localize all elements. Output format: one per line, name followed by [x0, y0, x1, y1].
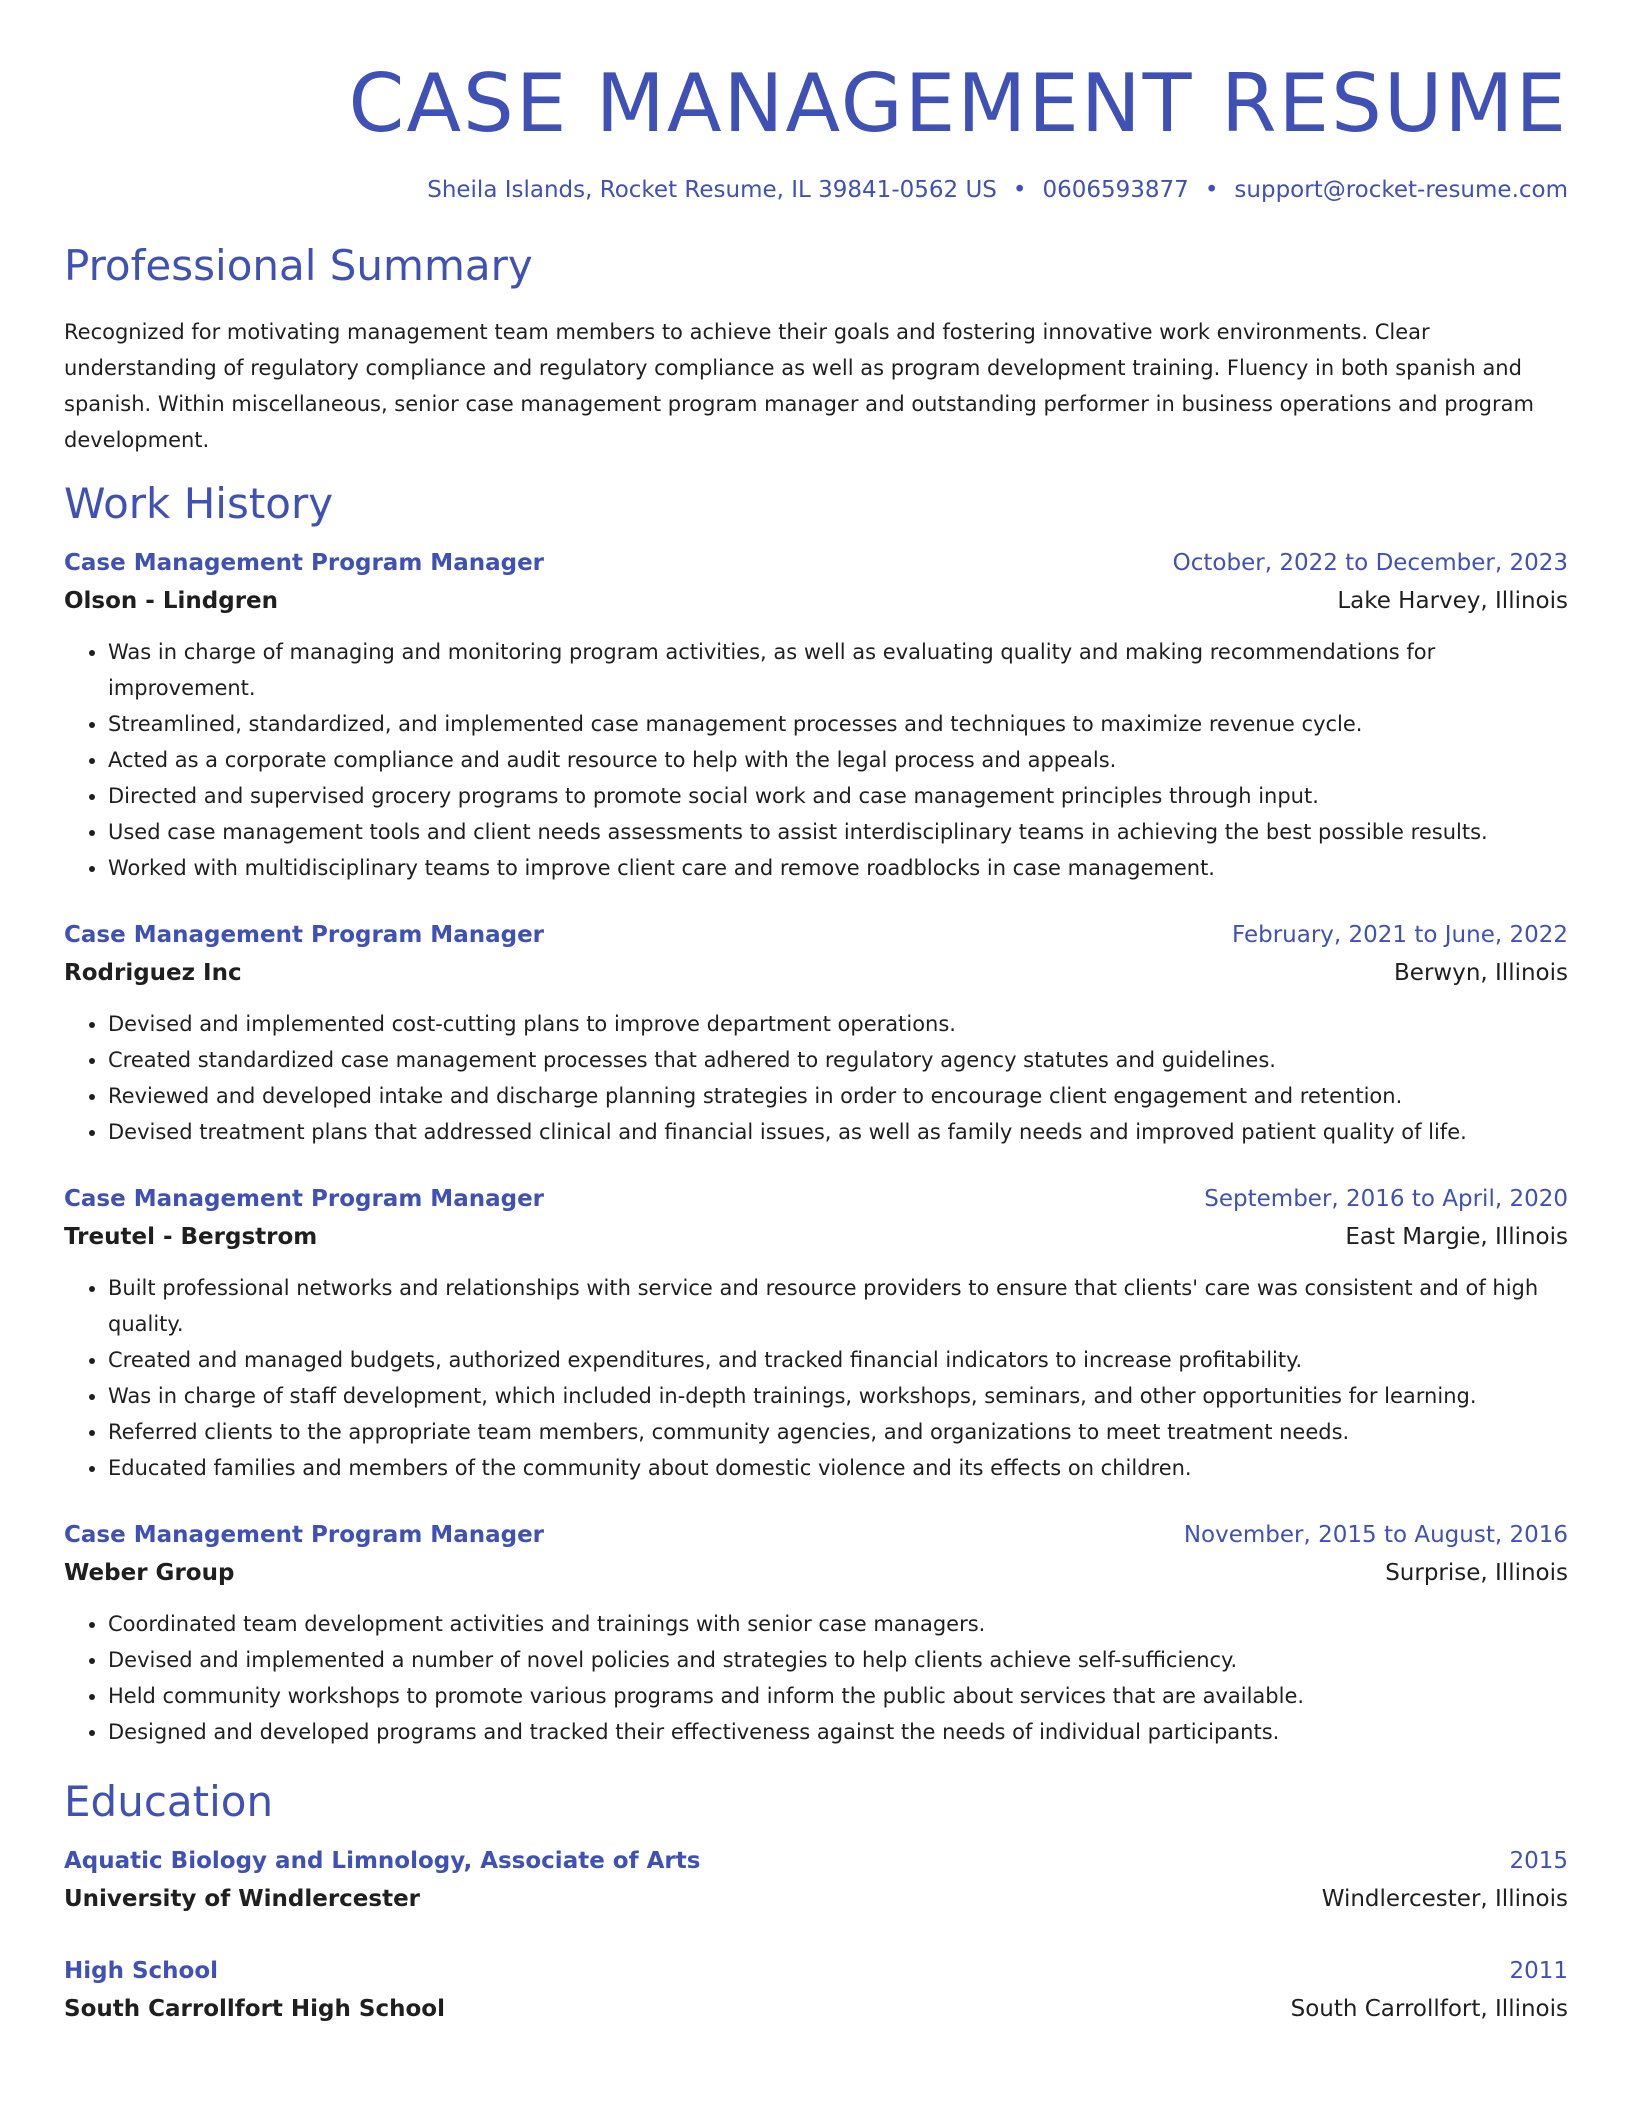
- job-header-row: [64, 544, 1568, 582]
- job-bullet: • Created and managed budgets, authorized expenditures, and tracked financial indicators to increase profitability.: [108, 1342, 1568, 1378]
- job-bullet: • Devised treatment plans that addressed clinical and financial issues, as well as family needs and improved patient quality of life.: [108, 1114, 1568, 1150]
- job-title: Case Management Program Manager: [64, 1522, 545, 1548]
- school-location: South Carrollfort, Illinois: [1290, 1996, 1568, 2022]
- summary-heading: Professional Summary: [64, 241, 533, 290]
- job-bullet: • Devised and implemented a number of novel policies and strategies to help clients achieve self-sufficiency.: [108, 1642, 1568, 1678]
- job-entry: [64, 1180, 1568, 1486]
- job-location: East Margie, Illinois: [1345, 1224, 1568, 1250]
- contact-separator: •: [1012, 177, 1027, 203]
- contact-line: [64, 174, 1568, 206]
- job-dates: November, 2015 to August, 2016: [1183, 1522, 1568, 1548]
- job-company-row: [64, 1218, 1568, 1256]
- job-company-row: [64, 954, 1568, 992]
- education-entry: [64, 1952, 1568, 2028]
- education-heading: Education: [64, 1777, 274, 1826]
- job-bullets: [64, 1606, 1568, 1750]
- contact-address: Sheila Islands, Rocket Resume, IL 39841-0562 US: [427, 177, 997, 203]
- job-bullet: • Educated families and members of the community about domestic violence and its effects on children.: [108, 1450, 1568, 1486]
- job-bullet: • Was in charge of managing and monitoring program activities, as well as evaluating quality and making recommendations for improvement.: [108, 634, 1568, 706]
- job-bullets: [64, 634, 1568, 886]
- job-company-row: [64, 1554, 1568, 1592]
- education-entry: [64, 1842, 1568, 1918]
- job-title: Case Management Program Manager: [64, 550, 545, 576]
- education-header-row: [64, 1952, 1568, 1990]
- job-bullets: [64, 1006, 1568, 1150]
- job-header-row: [64, 1180, 1568, 1218]
- degree-title: Aquatic Biology and Limnology, Associate of Arts: [64, 1848, 701, 1874]
- company-name: Weber Group: [64, 1560, 235, 1586]
- job-dates: October, 2022 to December, 2023: [1172, 550, 1568, 576]
- work-history-heading: Work History: [64, 479, 334, 528]
- job-company-row: [64, 582, 1568, 620]
- job-bullet: • Acted as a corporate compliance and audit resource to help with the legal process and appeals.: [108, 742, 1568, 778]
- company-name: Rodriguez Inc: [64, 960, 242, 986]
- job-entry: [64, 1516, 1568, 1750]
- job-bullet: • Directed and supervised grocery programs to promote social work and case management principles through input.: [108, 778, 1568, 814]
- summary-text: Recognized for motivating management team members to achieve their goals and fostering innovative work environments. Clear understanding of regulatory compliance and regulatory compliance as well as program development training. Fluency in both spanish and spanish. Within miscellaneous, senior case management program manager and outstanding performer in business operations and program development.: [64, 320, 1534, 452]
- job-dates: February, 2021 to June, 2022: [1231, 922, 1568, 948]
- job-bullet: • Reviewed and developed intake and discharge planning strategies in order to encourage client engagement and retention.: [108, 1078, 1568, 1114]
- education-year: 2015: [1509, 1848, 1568, 1874]
- contact-separator: •: [1204, 177, 1219, 203]
- job-location: Berwyn, Illinois: [1394, 960, 1568, 986]
- contact-email[interactable]: support@rocket-resume.com: [1234, 177, 1568, 203]
- job-bullet: • Held community workshops to promote various programs and inform the public about services that are available.: [108, 1678, 1568, 1714]
- job-location: Lake Harvey, Illinois: [1337, 588, 1568, 614]
- job-entry: [64, 544, 1568, 886]
- job-bullet: • Designed and developed programs and tracked their effectiveness against the needs of individual participants.: [108, 1714, 1568, 1750]
- education-school-row: [64, 1990, 1568, 2028]
- job-bullet: • Devised and implemented cost-cutting plans to improve department operations.: [108, 1006, 1568, 1042]
- school-location: Windlercester, Illinois: [1321, 1886, 1568, 1912]
- job-location: Surprise, Illinois: [1385, 1560, 1568, 1586]
- job-bullet: • Streamlined, standardized, and implemented case management processes and techniques to maximize revenue cycle.: [108, 706, 1568, 742]
- job-header-row: [64, 916, 1568, 954]
- job-header-row: [64, 1516, 1568, 1554]
- job-bullet: • Coordinated team development activities and trainings with senior case managers.: [108, 1606, 1568, 1642]
- education-year: 2011: [1509, 1958, 1568, 1984]
- job-bullet: • Worked with multidisciplinary teams to improve client care and remove roadblocks in case management.: [108, 850, 1568, 886]
- job-bullet: • Built professional networks and relationships with service and resource providers to ensure that clients' care was consistent and of high quality.: [108, 1270, 1568, 1342]
- resume-title: CASE MANAGEMENT RESUME: [348, 57, 1568, 150]
- degree-title: High School: [64, 1958, 219, 1984]
- job-bullet: • Referred clients to the appropriate team members, community agencies, and organizations to meet treatment needs.: [108, 1414, 1568, 1450]
- company-name: Treutel - Bergstrom: [64, 1224, 318, 1250]
- school-name: University of Windlercester: [64, 1886, 421, 1912]
- school-name: South Carrollfort High School: [64, 1996, 445, 2022]
- education-school-row: [64, 1880, 1568, 1918]
- job-entry: [64, 916, 1568, 1150]
- job-bullet: • Used case management tools and client needs assessments to assist interdisciplinary teams in achieving the best possible results.: [108, 814, 1568, 850]
- job-bullet: • Was in charge of staff development, which included in-depth trainings, workshops, seminars, and other opportunities for learning.: [108, 1378, 1568, 1414]
- job-dates: September, 2016 to April, 2020: [1204, 1186, 1568, 1212]
- contact-phone: 0606593877: [1042, 177, 1189, 203]
- job-title: Case Management Program Manager: [64, 922, 545, 948]
- job-bullet: • Created standardized case management processes that adhered to regulatory agency statutes and guidelines.: [108, 1042, 1568, 1078]
- job-bullets: [64, 1270, 1568, 1486]
- job-title: Case Management Program Manager: [64, 1186, 545, 1212]
- company-name: Olson - Lindgren: [64, 588, 279, 614]
- education-header-row: [64, 1842, 1568, 1880]
